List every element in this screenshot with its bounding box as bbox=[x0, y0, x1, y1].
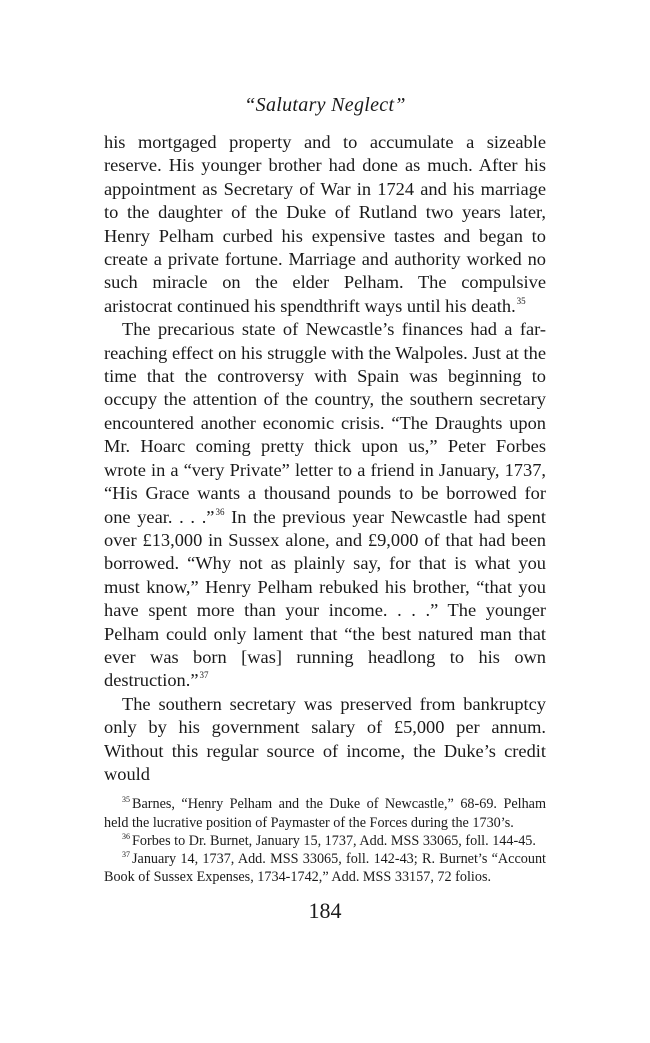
running-head: “Salutary Neglect” bbox=[244, 94, 406, 116]
body-text bbox=[104, 131, 546, 786]
paragraph-1 bbox=[104, 131, 546, 318]
book-page bbox=[104, 92, 546, 924]
footnote-ref-36: 36 bbox=[215, 506, 225, 517]
paragraph-1-text: his mortgaged property and to accumulate a sizeable reserve. His younger brother had done as much. After his appointment as Secretary of War in 1724 and his marriage to the daughter of the Duke of Rutland two years later, Henry Pelham curbed his expensive tastes and began to create a private fortune. Marriage and authority worked no such miracle on the elder Pelham. The compulsive aristocrat continued his spendthrift ways until his death. bbox=[104, 132, 546, 316]
page-number: 184 bbox=[308, 898, 342, 924]
paragraph-2-text-a: The precarious state of Newcastle’s finances had a far-reaching effect on his struggle with the Walpoles. Just at the time that the controversy with Spain was beginning to occupy the attention of the country, the southern secretary encountered another economic crisis. “The Draughts upon Mr. Hoarc coming pretty thick upon us,” Peter Forbes wrote in a “very Private” letter to a friend in January, 1737, “His Grace wants a thousand pounds to be borrowed for one year. . . .” bbox=[104, 319, 546, 527]
footnote-ref-37: 37 bbox=[199, 670, 209, 681]
paragraph-2 bbox=[104, 318, 546, 693]
footnote-text: Forbes to Dr. Burnet, January 15, 1737, Add. MSS 33065, foll. 144-45. bbox=[132, 832, 536, 849]
footnote-35 bbox=[104, 795, 546, 831]
footnotes bbox=[104, 795, 546, 886]
footnote-text: Barnes, “Henry Pelham and the Duke of Newcastle,” 68-69. Pelham held the lucrative position of Paymaster of the Forces during the 1730’s. bbox=[104, 796, 546, 831]
footnote-number: 36 bbox=[122, 831, 130, 841]
footnote-text: January 14, 1737, Add. MSS 33065, foll. 142-43; R. Burnet’s “Account Book of Sussex Expenses, 1734-1742,” Add. MSS 33157, 72 folios. bbox=[104, 850, 546, 886]
paragraph-2-text-b: In the previous year Newcastle had spent over £13,000 in Sussex alone, and £9,000 of that had been borrowed. “Why not as plainly say, for that is what you must know,” Henry Pelham rebuked his brother, “that you have spent more than your income. . . .” The younger Pelham could only lament that “the best natured man that ever was born [was] running headlong to his own destruction.” bbox=[104, 506, 546, 691]
footnote-ref-35: 35 bbox=[516, 295, 526, 306]
footnote-36 bbox=[104, 832, 546, 850]
footnote-37 bbox=[104, 850, 546, 886]
paragraph-3 bbox=[104, 693, 546, 787]
footnote-number: 37 bbox=[122, 849, 130, 859]
paragraph-3-text: The southern secretary was preserved from bankruptcy only by his government salary of £5,000 per annum. Without this regular source of income, the Duke’s credit would bbox=[104, 693, 546, 784]
footnote-number: 35 bbox=[122, 795, 130, 805]
